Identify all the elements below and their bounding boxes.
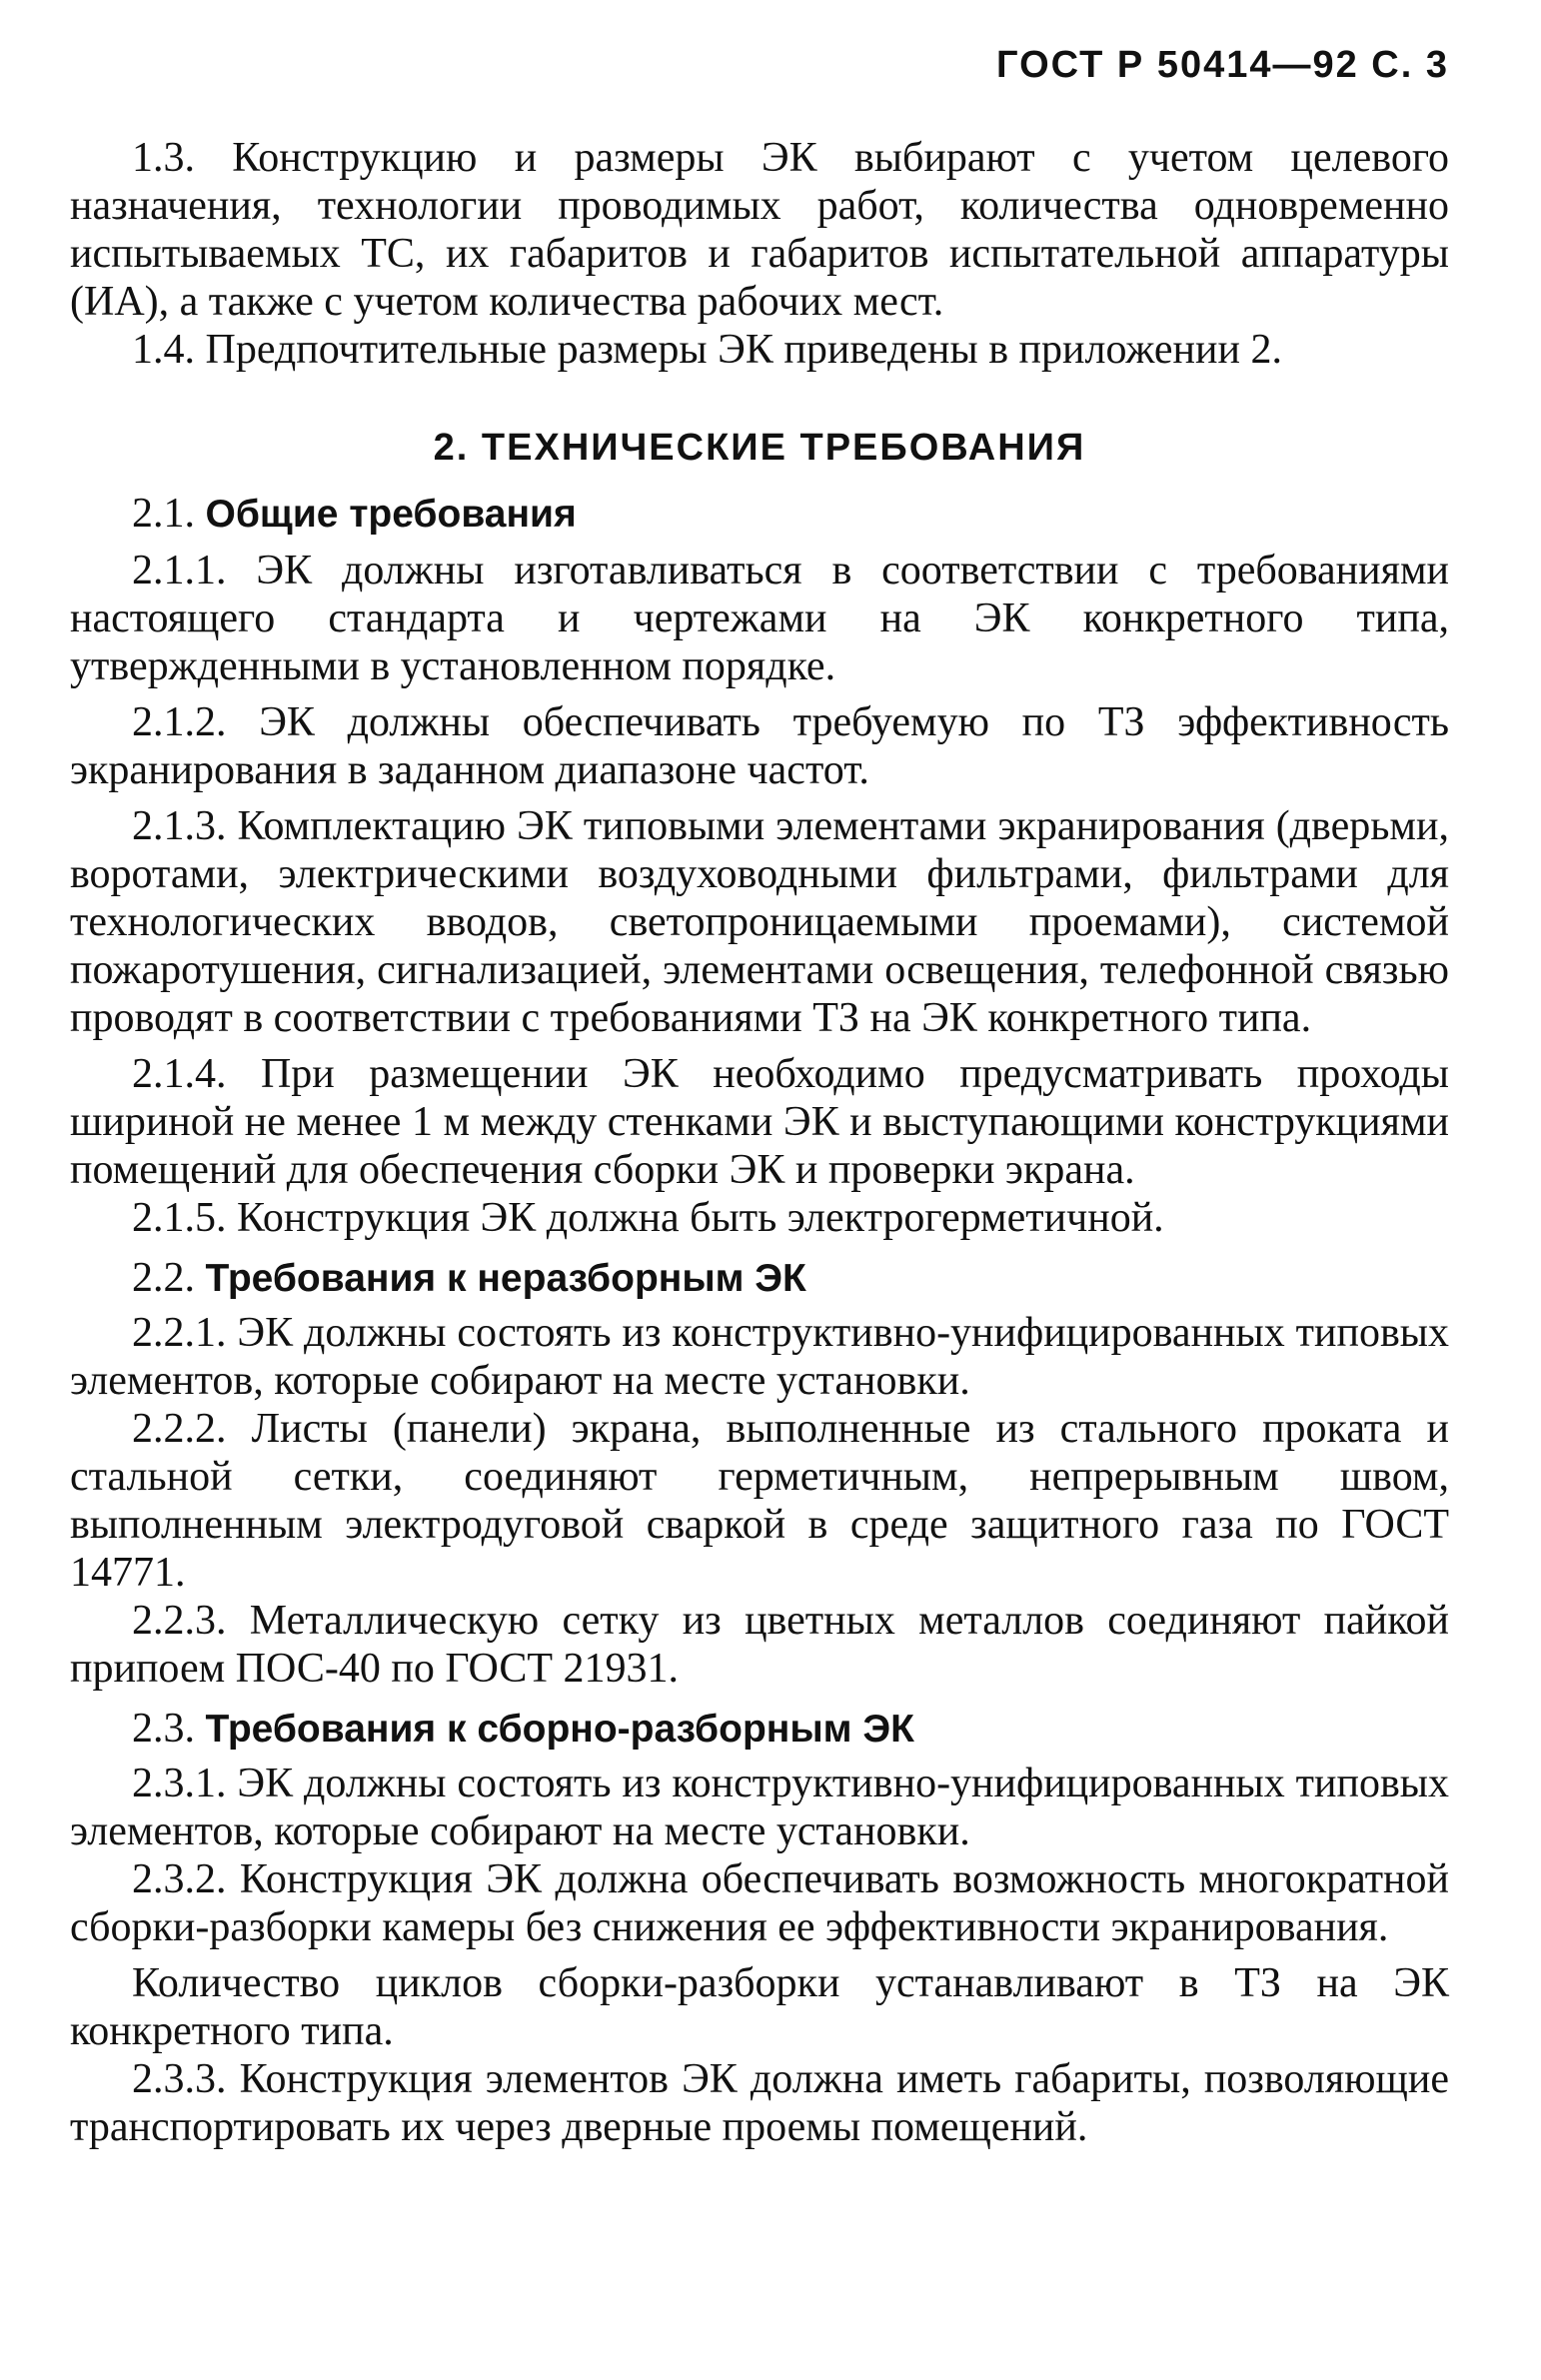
subsection-2-3-heading xyxy=(70,1705,1449,1754)
paragraph-2-1-2: 2.1.2. ЭК должны обеспечивать требуемую по ТЗ эффективность экранирования в заданном диапазоне частот. xyxy=(70,699,1449,793)
paragraph-2-3-2: 2.3.2. Конструкция ЭК должна обеспечивать возможность многократной сборки-разборки камеры без снижения ее эффективности экранирования. xyxy=(70,1856,1449,1950)
document-body xyxy=(70,134,1449,2151)
subsection-2-1-heading xyxy=(70,490,1449,539)
document-page xyxy=(70,0,1449,2380)
paragraph-2-1-5: 2.1.5. Конструкция ЭК должна быть электрогерметичной. xyxy=(132,1195,1164,1241)
subsection-2-2-number: 2.2. xyxy=(132,1255,195,1301)
subsection-2-3-number: 2.3. xyxy=(132,1706,195,1752)
paragraph-2-1-4: 2.1.4. При размещении ЭК необходимо предусматривать проходы шириной не менее 1 м между стенками ЭК и выступающими конструкциями помещений для обеспечения сборки ЭК и проверки экрана. xyxy=(70,1051,1449,1193)
subsection-2-3-title: Требования к сборно-разборным ЭК xyxy=(205,1708,914,1751)
paragraph-2-3-1: 2.3.1. ЭК должны состоять из конструктивно-унифицированных типовых элементов, которые собирают на месте установки. xyxy=(70,1761,1449,1854)
paragraph-2-2-1: 2.2.1. ЭК должны состоять из конструктивно-унифицированных типовых элементов, которые собирают на месте установки. xyxy=(70,1310,1449,1404)
paragraph-1-3: 1.3. Конструкцию и размеры ЭК выбирают с учетом целевого назначения, технологии проводимых работ, количества одновременно испытываемых ТС, их габаритов и габаритов испытательной аппаратуры (ИА), а также с учетом количества рабочих мест. xyxy=(70,135,1449,325)
subsection-2-2-title: Требования к неразборным ЭК xyxy=(205,1257,806,1300)
section-2-title: 2. ТЕХНИЧЕСКИЕ ТРЕБОВАНИЯ xyxy=(433,427,1086,469)
paragraph-2-1-1: 2.1.1. ЭК должны изготавливаться в соответствии с требованиями настоящего стандарта и чертежами на ЭК конкретного типа, утвержденными в установленном порядке. xyxy=(70,548,1449,689)
subsection-2-1-title: Общие требования xyxy=(205,493,577,536)
paragraph-2-3-2-note: Количество циклов сборки-разборки устанавливают в ТЗ на ЭК конкретного типа. xyxy=(70,1960,1449,2054)
paragraph-2-1-3: 2.1.3. Комплектацию ЭК типовыми элементами экранирования (дверьми, воротами, электрическими воздуховодными фильтрами, фильтрами для технологических вводов, светопроницаемыми проемами), системой пожаротушения, сигнализацией, элементами освещения, телефонной связью проводят в соответствии с требованиями ТЗ на ЭК конкретного типа. xyxy=(70,803,1449,1041)
subsection-2-1-number: 2.1. xyxy=(132,491,195,537)
subsection-2-2-heading xyxy=(70,1254,1449,1303)
paragraph-2-2-3: 2.2.3. Металлическую сетку из цветных металлов соединяют пайкой припоем ПОС-40 по ГОСТ 21931. xyxy=(70,1598,1449,1692)
paragraph-2-2-2: 2.2.2. Листы (панели) экрана, выполненные из стального проката и стальной сетки, соединяют герметичным, непрерывным швом, выполненным электродуговой сваркой в среде защитного газа по ГОСТ 14771. xyxy=(70,1406,1449,1596)
paragraph-2-3-3: 2.3.3. Конструкция элементов ЭК должна иметь габариты, позволяющие транспортировать их через дверные проемы помещений. xyxy=(70,2056,1449,2150)
paragraph-1-4: 1.4. Предпочтительные размеры ЭК приведены в приложении 2. xyxy=(132,327,1282,373)
page-header: ГОСТ Р 50414—92 С. 3 xyxy=(996,44,1449,86)
